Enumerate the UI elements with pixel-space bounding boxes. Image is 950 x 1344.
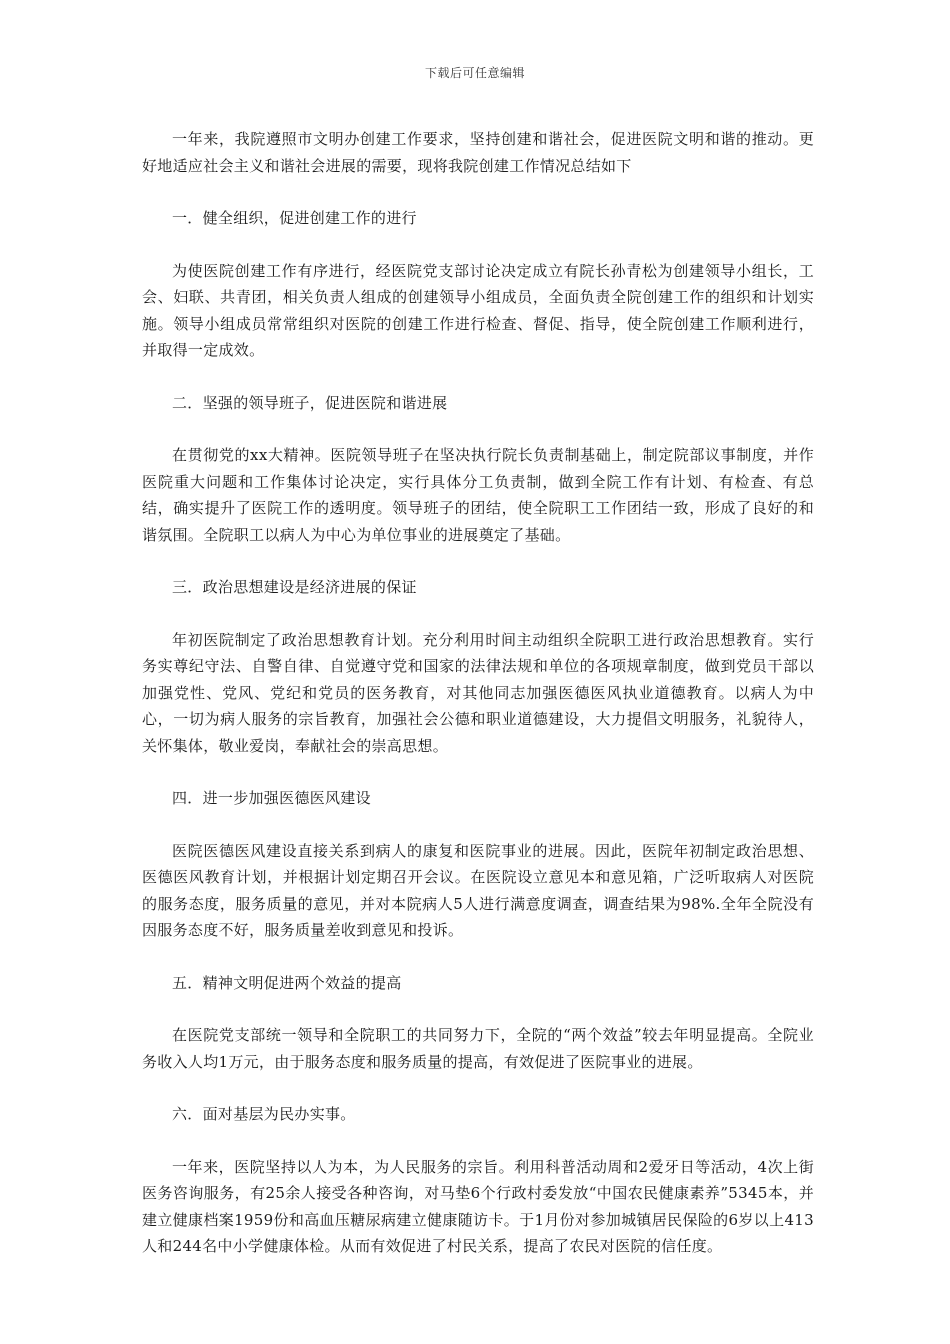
- section-4-paragraph: 医院医德医风建设直接关系到病人的康复和医院事业的进展。因此，医院年初制定政治思想、医德医风教育计划，并根据计划定期召开会议。在医院设立意见本和意见箱，广泛听取病人对医院的服务态度，服务质量的意见，并对本院病人5人进行满意度调查，调查结果为98%.全年全院没有因服务态度不好，服务质量差收到意见和投诉。: [142, 841, 814, 939]
- document-body: [142, 126, 814, 1286]
- section-3-paragraph: 年初医院制定了政治思想教育计划。充分利用时间主动组织全院职工进行政治思想教育。实行务实尊纪守法、自警自律、自觉遵守党和国家的法律法规和单位的各项规章制度，做到党员干部以加强党性、党风、党纪和党员的医务教育，对其他同志加强医德医风执业道德教育。以病人为中心，一切为病人服务的宗旨教育，加强社会公德和职业道德建设，大力提倡文明服务，礼貌待人，关怀集体，敬业爱岗，奉献社会的崇高思想。: [142, 630, 814, 755]
- section-6-paragraph: 一年来，医院坚持以人为本，为人民服务的宗旨。利用科普活动周和2爱牙日等活动，4次上街医务咨询服务，有25余人接受各种咨询，对马垫6个行政村委发放“中国农民健康素养”5345本，并建立健康档案1959份和高血压糖尿病建立健康随访卡。于1月份对参加城镇居民保险的6岁以上413人和244名中小学健康体检。从而有效促进了村民关系，提高了农民对医院的信任度。: [142, 1157, 814, 1255]
- section-2-heading: 二．坚强的领导班子，促进医院和谐进展: [172, 393, 448, 412]
- section-5-paragraph: 在医院党支部统一领导和全院职工的共同努力下，全院的“两个效益”较去年明显提高。全院业务收入人均1万元，由于服务态度和服务质量的提高，有效促进了医院事业的进展。: [142, 1026, 814, 1071]
- section-1-paragraph: 为使医院创建工作有序进行，经医院党支部讨论决定成立有院长孙青松为创建领导小组长，工会、妇联、共青团，相关负责人组成的创建领导小组成员，全面负责全院创建工作的组织和计划实施。领导小组成员常常组织对医院的创建工作进行检查、督促、指导，使全院创建工作顺利进行，并取得一定成效。: [142, 261, 814, 359]
- section-5-heading: 五．精神文明促进两个效益的提高: [172, 973, 402, 992]
- section-3-heading: 三．政治思想建设是经济进展的保证: [172, 578, 417, 596]
- section-6-heading: 六．面对基层为民办实事。: [172, 1105, 356, 1123]
- intro-paragraph: 一年来，我院遵照市文明办创建工作要求，坚持创建和谐社会，促进医院文明和谐的推动。更好地适应社会主义和谐社会进展的需要，现将我院创建工作情况总结如下: [142, 130, 814, 175]
- section-4-heading: 四．进一步加强医德医风建设: [172, 789, 371, 807]
- page-header-note: 下载后可任意编辑: [424, 66, 525, 80]
- section-1-heading: 一．健全组织，促进创建工作的进行: [172, 209, 417, 227]
- section-2-paragraph: 在贯彻党的xx大精神。医院领导班子在坚决执行院长负责制基础上，制定院部议事制度，并作医院重大问题和工作集体讨论决定，实行具体分工负责制，做到全院工作有计划、有检查、有总结，确实提升了医院工作的透明度。领导班子的团结，使全院职工工作团结一致，形成了良好的和谐氛围。全院职工以病人为中心为单位事业的进展奠定了基础。: [142, 446, 814, 544]
